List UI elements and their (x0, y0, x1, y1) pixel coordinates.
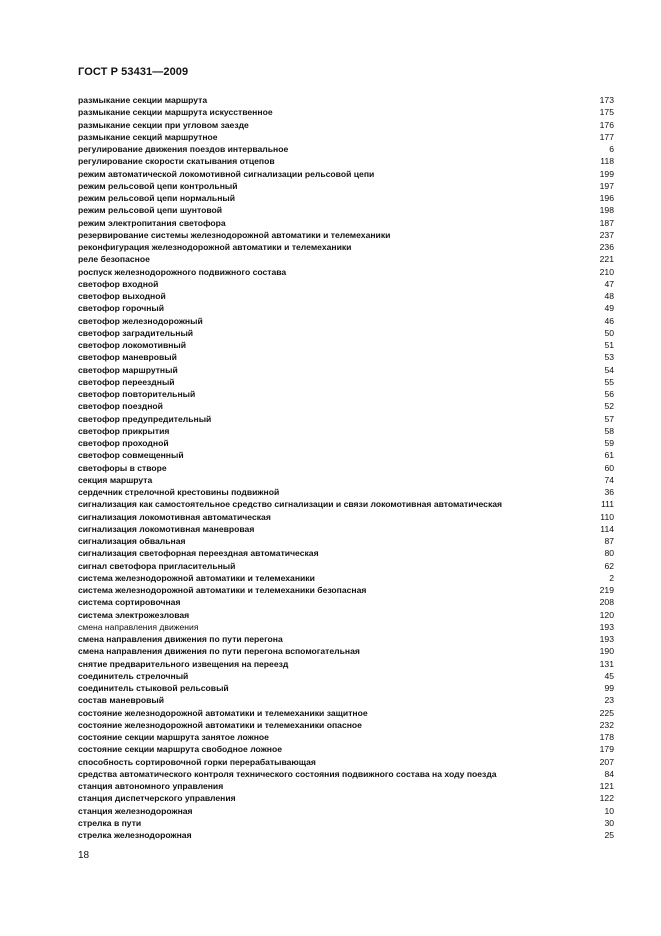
index-term: светофор горочный (78, 303, 165, 314)
index-term: состояние секции маршрута свободное ложное (78, 744, 283, 755)
index-row (78, 400, 614, 412)
index-row (78, 511, 614, 523)
index-term: система железнодорожной автоматики и телемеханики безопасная (78, 585, 367, 595)
index-term: светофор предупредительный (78, 413, 212, 424)
index-term: система железнодорожной автоматики и телемеханики (78, 572, 315, 583)
index-term: система сортировочная (78, 597, 181, 608)
index-term: сердечник стрелочной крестовины подвижной (78, 487, 280, 497)
index-row (78, 425, 614, 437)
index-row (78, 131, 614, 143)
index-page-ref: 62 (604, 560, 614, 571)
index-page-ref: 118 (600, 156, 614, 167)
index-term: резервирование системы железнодорожной автоматики и телемеханики (78, 229, 391, 240)
index-row (78, 756, 614, 768)
index-row (78, 682, 614, 694)
index-page-ref: 177 (599, 131, 614, 142)
document-header: ГОСТ Р 53431—2009 (78, 66, 189, 78)
index-page-ref: 197 (599, 180, 614, 191)
index-row (78, 119, 614, 131)
index-term: секция маршрута (78, 474, 153, 485)
index-page-ref: 47 (604, 278, 614, 289)
index-row (78, 290, 614, 302)
index-term: светофор входной (78, 278, 159, 289)
index-row (78, 376, 614, 388)
index-row (78, 547, 614, 559)
index-term: режим автоматической локомотивной сигнализации рельсовой цепи (78, 168, 375, 179)
index-page-ref: 54 (604, 364, 614, 375)
index-row (78, 829, 614, 841)
index-term: состояние железнодорожной автоматики и телемеханики опасное (78, 719, 362, 730)
index-row (78, 327, 614, 339)
index-term: соединитель стрелочный (78, 670, 189, 681)
index-row (78, 351, 614, 363)
index-row (78, 462, 614, 474)
index-row (78, 217, 614, 229)
index-row (78, 805, 614, 817)
index-page-ref: 198 (599, 205, 614, 216)
index-page-ref: 36 (604, 487, 614, 497)
index-page-ref: 196 (599, 193, 614, 203)
index-row (78, 523, 614, 535)
index-page-ref: 49 (604, 303, 614, 314)
index-page-ref: 74 (604, 474, 614, 485)
index-term: режим рельсовой цепи нормальный (78, 193, 236, 203)
index-term: размыкание секции маршрута искусственное (78, 107, 273, 118)
index-row (78, 486, 614, 498)
index-page-ref: 210 (599, 266, 614, 277)
index-row (78, 413, 614, 425)
index-page-ref: 6 (609, 144, 614, 154)
index-term: светофор проходной (78, 438, 169, 448)
index-term: состав маневровый (78, 695, 165, 706)
index-row (78, 560, 614, 572)
index-row (78, 437, 614, 449)
index-row (78, 633, 614, 645)
index-term: режим рельсовой цепи контрольный (78, 180, 238, 191)
index-row (78, 315, 614, 327)
index-term: сигнал светофора пригласительный (78, 560, 236, 571)
index-row (78, 204, 614, 216)
index-page-ref: 61 (604, 450, 614, 461)
index-term: станция диспетчерского управления (78, 793, 236, 804)
index-term: сигнализация обвальная (78, 536, 186, 546)
index-page-ref: 111 (600, 499, 614, 510)
index-row (78, 168, 614, 180)
index-row (78, 694, 614, 706)
index-row (78, 278, 614, 290)
index-page-ref: 56 (604, 389, 614, 399)
index-page-ref: 207 (599, 756, 614, 767)
index-term: средства автоматического контроля технического состояния подвижного состава на ходу поезда (78, 768, 497, 779)
index-page-ref: 208 (599, 597, 614, 608)
index-term: светофор маневровый (78, 352, 177, 363)
index-term: стрелка железнодорожная (78, 830, 192, 840)
index-page-ref: 10 (604, 805, 614, 816)
index-term: реконфигурация железнодорожной автоматики и телемеханики (78, 242, 352, 252)
index-page-ref: 99 (604, 683, 614, 693)
index-page-ref: 173 (599, 95, 614, 105)
index-page-ref: 58 (604, 425, 614, 436)
index-page-ref: 25 (604, 830, 614, 840)
index-term: состояние железнодорожной автоматики и телемеханики защитное (78, 707, 368, 718)
index-term: состояние секции маршрута занятое ложное (78, 732, 269, 742)
index-row (78, 449, 614, 461)
index-term: светофор переездный (78, 376, 175, 387)
index-row (78, 302, 614, 314)
index-row (78, 535, 614, 547)
index-term: смена направления движения (78, 621, 199, 632)
index-row (78, 719, 614, 731)
index-page-ref: 60 (604, 462, 614, 473)
index-term: размыкание секций маршрутное (78, 131, 218, 142)
index-row (78, 596, 614, 608)
index-page-ref: 178 (599, 732, 614, 742)
index-page-ref: 80 (604, 548, 614, 559)
index-page-ref: 59 (604, 438, 614, 448)
index-row (78, 768, 614, 780)
index-term: способность сортировочной горки перерабатывающая (78, 756, 316, 767)
index-term: светофор поездной (78, 401, 163, 412)
index-page-ref: 48 (604, 291, 614, 301)
index-page-ref: 225 (599, 707, 614, 718)
index-page-ref: 114 (600, 523, 614, 534)
index-row (78, 192, 614, 204)
index-term: роспуск железнодорожного подвижного состава (78, 266, 287, 277)
index-page-ref: 179 (599, 744, 614, 755)
index-term: станция железнодорожная (78, 805, 193, 816)
index-page-ref: 193 (599, 634, 614, 644)
index-page-ref: 190 (599, 646, 614, 657)
index-row (78, 364, 614, 376)
index-row (78, 621, 614, 633)
index-term: стрелка в пути (78, 817, 142, 828)
index-page-ref: 236 (599, 242, 614, 252)
index-row (78, 817, 614, 829)
index-page-ref: 120 (599, 609, 614, 620)
index-row (78, 180, 614, 192)
index-page-ref: 122 (599, 793, 614, 804)
index-page-ref: 131 (599, 658, 614, 669)
index-term: размыкание секции маршрута (78, 95, 208, 105)
index-page-ref: 50 (604, 327, 614, 338)
index-term: смена направления движения по пути перегона (78, 634, 283, 644)
index-page-ref: 23 (604, 695, 614, 706)
index-row (78, 645, 614, 657)
index-page-ref: 52 (604, 401, 614, 412)
index-term: сигнализация локомотивная автоматическая (78, 511, 271, 522)
index-term: светофор совмещенный (78, 450, 184, 461)
index-term: регулирование скорости скатывания отцепов (78, 156, 275, 167)
index-term: снятие предварительного извещения на переезд (78, 658, 289, 669)
index-term: соединитель стыковой рельсовый (78, 683, 229, 693)
index-page-ref: 175 (599, 107, 614, 118)
term-index-list (78, 94, 614, 841)
index-term: режим рельсовой цепи шунтовой (78, 205, 223, 216)
index-term: сигнализация светофорная переездная автоматическая (78, 548, 319, 559)
index-row (78, 155, 614, 167)
index-page-ref: 110 (600, 511, 614, 522)
page-number: 18 (78, 850, 90, 861)
index-page-ref: 176 (599, 119, 614, 130)
index-row (78, 388, 614, 400)
index-page-ref: 232 (599, 719, 614, 730)
index-row (78, 253, 614, 265)
index-term: светофор железнодорожный (78, 315, 203, 326)
index-row (78, 266, 614, 278)
index-page-ref: 30 (604, 817, 614, 828)
index-page-ref: 53 (604, 352, 614, 363)
index-page-ref: 45 (604, 670, 614, 681)
index-page-ref: 2 (609, 572, 614, 583)
index-page-ref: 221 (599, 254, 614, 265)
index-row (78, 572, 614, 584)
index-page-ref: 199 (599, 168, 614, 179)
index-row (78, 743, 614, 755)
index-term: светофор прикрытия (78, 425, 170, 436)
index-row (78, 780, 614, 792)
index-row (78, 339, 614, 351)
index-term: система электрожезловая (78, 609, 190, 620)
index-row (78, 670, 614, 682)
index-term: сигнализация как самостоятельное средство сигнализации и связи локомотивная автоматическая (78, 499, 503, 510)
index-row (78, 498, 614, 510)
index-page-ref: 237 (599, 229, 614, 240)
index-row (78, 792, 614, 804)
index-term: смена направления движения по пути перегона вспомогательная (78, 646, 360, 657)
index-term: светофор выходной (78, 291, 166, 301)
index-row (78, 474, 614, 486)
index-row (78, 229, 614, 241)
index-term: режим электропитания светофора (78, 217, 226, 228)
index-page-ref: 84 (604, 768, 614, 779)
index-term: реле безопасное (78, 254, 150, 265)
index-page-ref: 51 (604, 340, 614, 350)
index-term: светофор локомотивный (78, 340, 187, 350)
index-term: светофор маршрутный (78, 364, 178, 375)
index-term: размыкание секции при угловом заезде (78, 119, 249, 130)
index-page-ref: 57 (604, 413, 614, 424)
index-page-ref: 46 (604, 315, 614, 326)
index-row (78, 106, 614, 118)
index-page-ref: 87 (604, 536, 614, 546)
index-term: регулирование движения поездов интервальное (78, 144, 289, 154)
index-term: сигнализация локомотивная маневровая (78, 523, 255, 534)
index-row (78, 94, 614, 106)
index-row (78, 609, 614, 621)
index-term: станция автономного управления (78, 781, 224, 791)
index-term: светофор повторительный (78, 389, 196, 399)
index-page-ref: 187 (599, 217, 614, 228)
index-page-ref: 193 (599, 621, 614, 632)
index-row (78, 143, 614, 155)
index-row (78, 658, 614, 670)
index-page-ref: 55 (604, 376, 614, 387)
index-page-ref: 121 (599, 781, 614, 791)
index-row (78, 241, 614, 253)
index-term: светофоры в створе (78, 462, 167, 473)
index-term: светофор заградительный (78, 327, 194, 338)
index-row (78, 707, 614, 719)
index-row (78, 731, 614, 743)
index-row (78, 584, 614, 596)
index-page-ref: 219 (599, 585, 614, 595)
